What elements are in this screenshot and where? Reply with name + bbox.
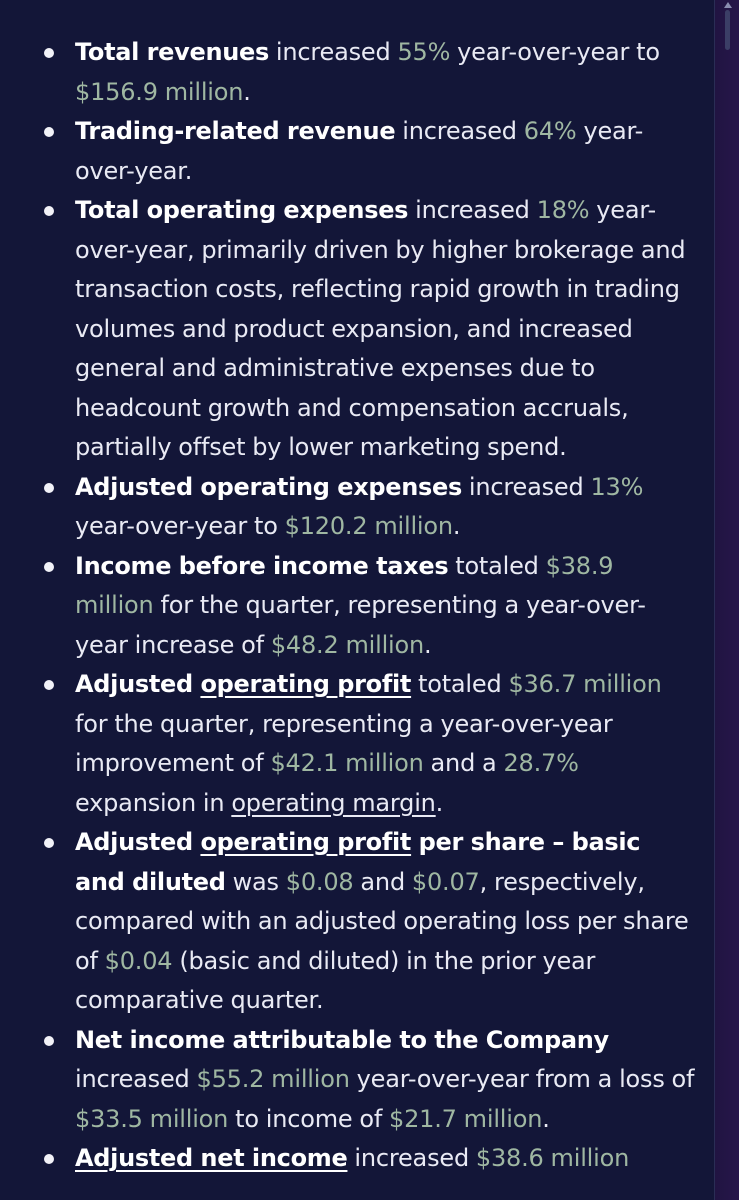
highlight-value: $0.08 (285, 867, 354, 896)
highlight-value: $33.5 million (75, 1104, 229, 1133)
scrollbar-thumb[interactable] (725, 10, 730, 50)
bullet-icon (44, 838, 54, 848)
highlight-value: 64% (523, 117, 577, 145)
highlight-value: $36.7 million (508, 670, 662, 698)
highlights-list (0, 33, 715, 1179)
highlight-value: $55.2 million (196, 1065, 350, 1093)
list-item: Total operating expenses increased 18% year-over-year, primarily driven by higher brokerage and transaction costs, reflecting rapid growth in trading volumes and product expansion, and increased general and administrative expenses due to headcount growth and compensation accruals, partially offset by lower marketing spend. (0, 191, 715, 468)
bullet-icon (44, 562, 54, 572)
list-item: Trading-related revenue increased 64% year-over-year. (0, 112, 715, 191)
list-item: Adjusted operating profit per share – basic and diluted was $0.08 and $0.07, respectively, compared with an adjusted operating loss per share of $0.04 (basic and diluted) in the prior year comparative quarter. (0, 823, 715, 1021)
highlight-value: 55% (397, 38, 451, 66)
bullet-icon (44, 48, 54, 58)
highlight-value: $38.9 million (75, 551, 614, 619)
vertical-scrollbar[interactable] (722, 0, 732, 1200)
list-item: Net income attributable to the Company increased $55.2 million year-over-year from a loss of $33.5 million to income of $21.7 million. (0, 1021, 715, 1140)
list-item: Adjusted net income increased $38.6 million (0, 1139, 715, 1179)
bullet-icon (44, 680, 54, 690)
list-item: Adjusted operating profit totaled $36.7 million for the quarter, representing a year-over-year improvement of $42.1 million and a 28.7% expansion in operating margin. (0, 665, 715, 823)
highlight-value: $0.04 (104, 946, 173, 975)
highlight-value: 28.7% (503, 749, 579, 777)
highlight-value: $42.1 million (270, 749, 424, 777)
highlight-value: $0.07 (411, 867, 480, 896)
highlight-value: 13% (590, 472, 644, 501)
list-item: Income before income taxes totaled $38.9 million for the quarter, representing a year-over-year increase of $48.2 million. (0, 547, 715, 666)
bullet-icon (44, 1036, 54, 1046)
highlight-value: $48.2 million (270, 630, 425, 659)
bullet-icon (44, 483, 54, 493)
highlight-value: $120.2 million (284, 512, 453, 540)
list-item: Total revenues increased 55% year-over-year to $156.9 million. (0, 33, 715, 112)
operating-profit-link[interactable]: operating profit (200, 828, 412, 856)
bullet-icon (44, 1154, 54, 1164)
highlight-value: $38.6 million (475, 1144, 630, 1172)
highlight-value: $21.7 million (389, 1104, 543, 1133)
bullet-icon (44, 206, 54, 216)
highlight-value: 18% (536, 196, 590, 224)
highlight-value: $156.9 million (75, 77, 244, 106)
bullet-icon (44, 127, 54, 137)
scroll-up-icon[interactable] (724, 2, 732, 8)
operating-profit-link[interactable]: operating profit (200, 670, 412, 698)
list-item: Adjusted operating expenses increased 13% year-over-year to $120.2 million. (0, 468, 715, 547)
operating-margin-link[interactable]: operating margin (231, 788, 436, 817)
